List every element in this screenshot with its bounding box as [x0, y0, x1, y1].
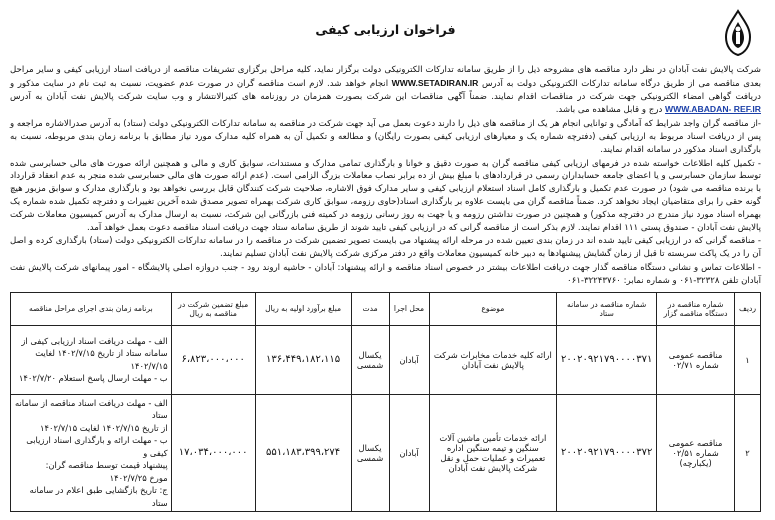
intro-text-a: شرکت پالایش نفت آبادان در نظر دارد مناقصه های مشروحه ذیل را از طریق سامانه تدارکات الکترونیکی دولت برگزار نماید، کلیه مراحل برگزاری تشریفات مناقصه از دریافت اسناد ارزیابی کیفی و سایر مراحل بعدی مناقصه می از طریق درگاه سامانه تدارکات الکترونیکی دولت به آدرس	[10, 65, 761, 89]
intro-text-b: انجام خواهد شد. لازم است مناقصه گران در صورت عدم عضویت، نسبت به ثبت نام در سایت مذکور و دریافت گواهی امضاء الکترونیکی جهت شرکت در مناقصات اقدام نمایند. ضمناً آگهی مناقصات این شرکت بصورت همزمان در روزنامه های کثیرالانتشار و وب سایت شرکت پالایش نفت آبادان به آدرس	[10, 78, 761, 102]
header-duration: مدت	[351, 292, 389, 325]
cell-location: آبادان	[389, 325, 429, 394]
tenders-table	[10, 292, 761, 513]
schedule-line: الف - مهلت دریافت اسناد مناقصه از سامانه ستاد	[14, 397, 168, 421]
schedule-line: ب - مهلت ارائه و بارگذاری اسناد ارزیابی کیفی و	[26, 435, 168, 458]
cell-guarantee: ۱۷،۰۳۴،۰۰۰،۰۰۰	[171, 394, 255, 512]
cell-tender-no: مناقصه عمومی شماره ۰۲/۷۱	[657, 325, 735, 394]
setad-url[interactable]: WWW.SETADIRAN.IR	[391, 77, 479, 88]
paragraph-invitation: -از مناقصه گران واجد شرایط که آمادگی و توانایی انجام هر یک از مناقصه های ذیل را دارند دعوت بعمل می آید جهت شرکت در مناقصه به سامانه تدارکات الکترونیکی دولت (ستاد) به آدرس صدرالاشاره مراجعه و پس از دریافت اسناد مربوط به ارزیابی کیفی (دفترچه شماره یک و معیارهای ارزیابی کیفی بصورت رایگان) و مطالعه و تکمیل آن به همراه کلیه مدارک مورد نیاز مطابق با برنامه زمان بندی مربوطه، نسبت به بارگذاری اسناد مذکور در سامانه اقدام نمایند.	[10, 119, 761, 155]
cell-schedule	[11, 325, 172, 394]
header-schedule: برنامه زمان بندی اجرای مراحل مناقصه	[11, 292, 172, 325]
header-estimate: مبلغ برآورد اولیه به ریال	[255, 292, 351, 325]
paragraph-contact: - اطلاعات تماس و نشانی دستگاه مناقصه گذار جهت دریافت اطلاعات بیشتر در خصوص اسناد مناقصه و ارائه پیشنهاد: آبادان - حاشیه اروند رود - جنب دروازه اصلی پالایشگاه - امور پیمانهای شرکت پالایش نفت آبادان تلفن ۳۲۳۲۸-۰۶۱ و شماره نمابر: ۳۲۲۴۳۷۶۰-۰۶۱	[10, 262, 761, 286]
cell-subject: ارائه کلیه خدمات مخابرات شرکت پالایش نفت آبادان	[429, 325, 557, 394]
cell-setad-no: ۲۰۰۲۰۹۲۱۷۹۰۰۰۰۳۷۱	[557, 325, 657, 394]
cell-row-no: ۱	[735, 325, 761, 394]
cell-tender-no: مناقصه عمومی شماره ۰۲/۵۱ (یکبارچه)	[657, 394, 735, 512]
header-tender-no: شماره مناقصه در دستگاه مناقصه گزار	[657, 292, 735, 325]
paragraph-requirements: - تکمیل کلیه اطلاعات خواسته شده در فرمهای ارزیابی کیفی مناقصه گران به صورت دقیق و خوانا و بارگذاری تمامی مدارک و مستندات، سوابق کاری و مالی و همچنین ارائه صورت های مالی حسابرسی شده توسط سازمان حسابرسی و یا اعضای جامعه حسابداران رسمی در قراردادهای با مبلغ بیش از ده برابر نصاب معاملات بزرگ الزامی است. (عدم ارائه صورت های مالی حسابرسی شده منجر به عدم انعقاد قرارداد با برنده مناقصه می شود) در صورت عدم تکمیل و بارگذاری کامل اسناد استعلام ارزیابی کیفی و سایر مدارک فوق الاشاره، صلاحیت شرکت کنندگان قابل بررسی نخواهد بود و بارگذاری مدارک و سوابق مزبور هیچ گونه حقی را برای متقاضیان ایجاد نخواهد کرد. ضمناً مناقصه گران می بایست علاوه بر بارگذاری اسناد(حاوی رزومه، سوابق کاری شرکت بهمراه تصویر مصدق شده آخرین تغییرات و دفترچه تکمیل شده شماره یک بهمراه اسناد مورد نیاز مندرج در دفترچه مذکور) و همچنین در صورت نداشتن رزومه و یا جهت به روز رسانی رزومه در کمیته فنی بازرگانی این شرکت، نسبت به ارسال مدارک به آدرس کمیسیون معاملات شرکت پالایش نفت آبادان - صندوق پستی ۱۱۱ اقدام نمایند. لازم بذکر است از مناقصه گرانی که در ارزیابی کیفی تایید شوند از طریق سامانه ستاد جهت دریافت اسناد مناقصه دعوت بعمل خواهد آمد.	[10, 158, 761, 233]
paragraph-intro	[10, 64, 761, 117]
company-website-link[interactable]: WWW.ABADAN- REF.IR	[665, 104, 761, 115]
schedule-line: مورخ ۱۴۰۲/۷/۲۵	[109, 472, 168, 483]
table-row	[11, 325, 761, 394]
cell-schedule	[11, 394, 172, 512]
cell-duration: یکسال شمسی	[351, 325, 389, 394]
schedule-line: ب - مهلت ارسال پاسخ استعلام ۱۴۰۲/۷/۲۰	[18, 373, 168, 384]
schedule-line: الف - مهلت دریافت اسناد ارزیابی کیفی از	[21, 335, 168, 346]
schedule-line: از تاریخ ۱۴۰۲/۷/۱۵ لغایت ۱۴۰۲/۷/۱۵	[39, 422, 168, 433]
cell-row-no: ۲	[735, 394, 761, 512]
header-guarantee: مبلغ تضمین شرکت در مناقصه به ریال	[171, 292, 255, 325]
cell-setad-no: ۲۰۰۲۰۹۲۱۷۹۰۰۰۰۳۷۲	[557, 394, 657, 512]
cell-estimate: ۵۵۱،۱۸۳،۳۹۹،۲۷۴	[255, 394, 351, 512]
table-header-row	[11, 292, 761, 325]
header-subject: موضوع	[429, 292, 557, 325]
cell-location: آبادان	[389, 394, 429, 512]
cell-guarantee: ۶،۸۲۳،۰۰۰،۰۰۰	[171, 325, 255, 394]
schedule-line: سامانه ستاد از تاریخ ۱۴۰۲/۷/۱۵ لغایت	[35, 348, 168, 359]
cell-duration: یکسال شمسی	[351, 394, 389, 512]
header-location: محل اجرا	[389, 292, 429, 325]
cell-estimate: ۱۳۶،۴۴۹،۱۸۲،۱۱۵	[255, 325, 351, 394]
table-row	[11, 394, 761, 512]
header-row-no: ردیف	[735, 292, 761, 325]
schedule-line: ۱۴۰۲/۷/۱۵	[130, 360, 168, 371]
schedule-line: ج: تاریخ بازگشایی طبق اعلام در سامانه ستاد	[29, 485, 168, 508]
schedule-line: پیشنهاد قیمت توسط مناقصه گران:	[45, 460, 168, 471]
header	[10, 6, 761, 64]
paragraph-guarantee: - مناقصه گرانی که در ارزیابی کیفی تایید شده اند در زمان بندی تعیین شده در مرحله ارائه پیشنهاد می بایست تصویر تضمین شرکت در مناقصه را در سامانه تدارکات الکترونیکی دولت (ستاد) بارگذاری کرده و اصل آن را در یک پاکت سربسته تا قبل از زمان گشایش پیشنهادها به دبیر خانه کمیسیون معاملات واقع در دفتر مرکزی شرکت پالایش نفت آبادان تسلیم نمایند.	[10, 236, 761, 260]
page-title: فراخوان ارزیابی کیفی	[315, 22, 456, 37]
intro-text-c: درج و قابل مشاهده می باشد.	[555, 105, 663, 116]
announcement-body	[10, 64, 761, 288]
cell-subject: ارائه خدمات تأمین ماشین آلات سنگین و تیمه سنگین اداره تعمیرات و عملیات حمل و نقل شرکت پالایش نفت آبادان	[429, 394, 557, 512]
header-setad-no: شماره مناقصه در سامانه ستاد	[557, 292, 657, 325]
